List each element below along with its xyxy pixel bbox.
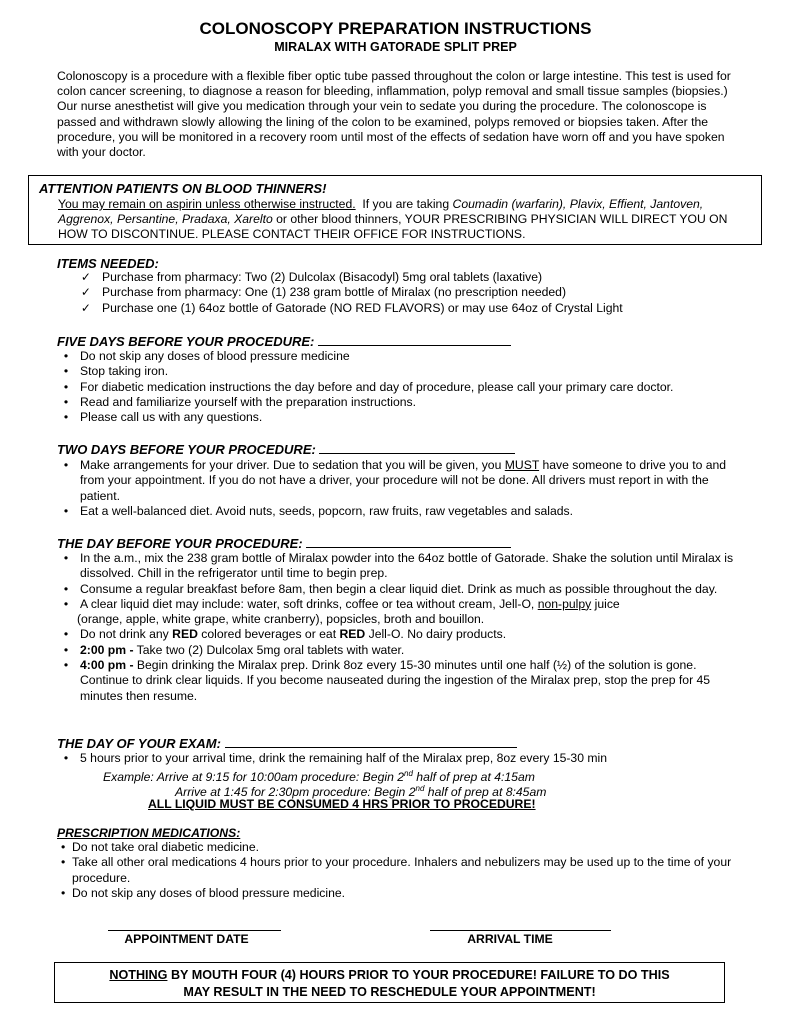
- five-days-heading: [57, 333, 511, 350]
- checkmark-icon: ✓: [80, 300, 92, 315]
- bullet-icon: •: [63, 503, 69, 518]
- list-item: [77, 270, 737, 285]
- item-text: For diabetic medication instructions the day before and day of procedure, please call your primary care doctor.: [80, 379, 674, 394]
- item-text: 5 hours prior to your arrival time, drink the remaining half of the Miralax prep, 8oz every 15-30 min: [80, 751, 608, 765]
- arrival-time-label: ARRIVAL TIME: [467, 932, 553, 946]
- document-title: COLONOSCOPY PREPARATION INSTRUCTIONS: [199, 19, 592, 38]
- ordinal-suffix: nd: [404, 769, 413, 778]
- list-item: [57, 504, 745, 519]
- item-text-end: juice: [591, 596, 620, 611]
- list-item: [61, 855, 741, 886]
- blood-thinner-warning-box: [28, 175, 762, 245]
- list-item: [61, 886, 741, 901]
- item-text: In the a.m., mix the 238 gram bottle of Miralax powder into the 64oz bottle of Gatorade. Shake the solution until Miralax is dissolved. Chill in the refrigerator until time to begin prep.: [80, 551, 734, 581]
- if-taking-text: If you are taking: [355, 197, 453, 211]
- intro-paragraph: Colonoscopy is a procedure with a flexible fiber optic tube passed throughout the colon or large intestine. This test is used for colon cancer screening, to diagnose a reason for bleeding, inflammation, polyp removal and small tissue samples (biopsies.) Our nurse anesthetist will give you medication through your vein to sedate you during the procedure. The colonoscope is passed and withdrawn slowly allowing the lining of the colon to be examined, polyps removed or biopsies taken. After the procedure, you will be monitored in a recovery room until most of the effects of sedation have worn off and you have spoken with your doctor.: [57, 69, 731, 160]
- day-before-heading: [57, 535, 511, 552]
- list-item: [57, 395, 742, 410]
- bullet-icon: •: [61, 840, 66, 854]
- two-days-list: [57, 458, 745, 519]
- time-label: 4:00 pm -: [80, 658, 134, 673]
- example-text: half of prep at 4:15am: [412, 770, 535, 785]
- item-text: Purchase from pharmacy: One (1) 238 gram bottle of Miralax (no prescription needed): [102, 285, 567, 300]
- item-text: A clear liquid diet may include: water, soft drinks, coffee or tea without cream, Jell-O,: [80, 596, 538, 611]
- item-text: Purchase one (1) 64oz bottle of Gatorade (NO RED FLAVORS) or may use 64oz of Crystal Light: [102, 300, 623, 315]
- blood-thinner-warning-text: [58, 197, 748, 242]
- day-before-heading-text: THE DAY BEFORE YOUR PROCEDURE:: [57, 536, 303, 551]
- day-of-list: [57, 751, 745, 766]
- prescription-heading: PRESCRIPTION MEDICATIONS:: [57, 826, 241, 840]
- item-text: Take two (2) Dulcolax 5mg oral tablets with water.: [133, 642, 405, 657]
- day-before-date-blank[interactable]: [306, 535, 511, 548]
- bullet-icon: •: [63, 410, 69, 425]
- two-days-heading: [57, 441, 515, 458]
- arrival-time-line[interactable]: [430, 930, 611, 931]
- aspirin-note: You may remain on aspirin unless otherwise instructed.: [58, 197, 356, 211]
- list-item: [57, 380, 742, 395]
- item-text: Begin drinking the Miralax prep. Drink 8oz every 15-30 minutes until one half (½) of the solution is gone. Continue to drink clear liquids. If you become nauseated during the ingestion of the Miralax prep, stop the prep for 45 minutes then resume.: [80, 658, 711, 703]
- item-text: Jell-O. No dairy products.: [365, 627, 507, 642]
- bullet-icon: •: [63, 349, 69, 363]
- list-item: [57, 458, 745, 504]
- footer-line-1: [55, 967, 724, 984]
- item-text: Purchase from pharmacy: Two (2) Dulcolax (Bisacodyl) 5mg oral tablets (laxative): [102, 270, 543, 284]
- red-text: RED: [339, 627, 366, 642]
- list-item: [57, 751, 745, 766]
- item-text: Please call us with any questions.: [80, 410, 263, 425]
- ordinal-suffix: nd: [415, 784, 425, 793]
- appointment-date-line[interactable]: [108, 930, 281, 931]
- five-days-heading-text: FIVE DAYS BEFORE YOUR PROCEDURE:: [57, 334, 315, 349]
- item-text: Do not skip any doses of blood pressure medicine.: [72, 885, 346, 900]
- items-needed-heading: ITEMS NEEDED:: [57, 256, 159, 271]
- item-text: colored beverages or eat: [197, 627, 340, 642]
- list-item: [57, 364, 742, 379]
- blood-thinner-drug-list: Coumadin (warfarin), Plavix, Effient, Jantoven, Aggrenox, Persantine, Pradaxa, Xarelto: [58, 197, 704, 226]
- item-text: Take all other oral medications 4 hours prior to your procedure. Inhalers and nebulizers may be used up to the time of your procedure.: [72, 855, 732, 885]
- item-text: Do not drink any: [80, 627, 173, 642]
- all-liquid-warning: ALL LIQUID MUST BE CONSUMED 4 HRS PRIOR TO PROCEDURE!: [148, 797, 536, 811]
- prescription-list: [61, 840, 741, 901]
- document-subtitle: MIRALAX WITH GATORADE SPLIT PREP: [274, 40, 517, 54]
- five-days-list: [57, 349, 742, 425]
- item-text-cont: (orange, apple, white grape, white cranberry), popsicles, broth and bouillon.: [77, 612, 485, 627]
- footer-line-2: MAY RESULT IN THE NEED TO RESCHEDULE YOUR APPOINTMENT!: [183, 984, 596, 999]
- items-needed-list: [77, 270, 737, 316]
- bullet-icon: •: [63, 394, 69, 409]
- two-days-heading-text: TWO DAYS BEFORE YOUR PROCEDURE:: [57, 442, 316, 457]
- checkmark-icon: ✓: [80, 270, 92, 284]
- item-text: Eat a well-balanced diet. Avoid nuts, seeds, popcorn, raw fruits, raw vegetables and salads.: [80, 503, 573, 518]
- day-of-date-blank[interactable]: [225, 735, 517, 748]
- item-text: Do not skip any doses of blood pressure medicine: [80, 349, 350, 363]
- example-text: Example: Arrive at 9:15 for 10:00am procedure: Begin 2: [103, 770, 405, 785]
- list-item: [57, 349, 742, 364]
- list-item: [77, 301, 737, 316]
- two-days-date-blank[interactable]: [319, 441, 515, 454]
- list-item: [57, 410, 742, 425]
- bullet-icon: •: [63, 642, 69, 657]
- bullet-icon: •: [63, 581, 69, 596]
- checkmark-icon: ✓: [80, 285, 92, 300]
- must-text: MUST: [504, 458, 540, 472]
- list-item: [57, 582, 745, 597]
- item-text: Read and familiarize yourself with the preparation instructions.: [80, 394, 417, 409]
- blood-thinner-warning-title: ATTENTION PATIENTS ON BLOOD THINNERS!: [39, 181, 327, 196]
- driver-text-rest: have someone to drive you to and from your appointment. If you do not have a driver, your procedure will not be done. All drivers must report in with the patient.: [80, 458, 727, 503]
- red-text: RED: [172, 627, 198, 642]
- item-text: Consume a regular breakfast before 8am, then begin a clear liquid diet. Drink as much as possible throughout the day.: [80, 581, 718, 596]
- list-item: [61, 840, 741, 855]
- day-of-heading: [57, 735, 517, 752]
- nothing-text: NOTHING: [109, 968, 168, 982]
- list-item: [57, 551, 745, 582]
- non-pulpy-text: non-pulpy: [537, 596, 592, 611]
- bullet-icon: •: [63, 364, 69, 379]
- bullet-icon: •: [61, 855, 66, 870]
- footer-line-1-text: BY MOUTH FOUR (4) HOURS PRIOR TO YOUR PROCEDURE! FAILURE TO DO THIS: [167, 968, 670, 982]
- driver-text: Make arrangements for your driver. Due to sedation that you will be given, you: [80, 458, 505, 472]
- day-before-list: [57, 551, 745, 704]
- five-days-date-blank[interactable]: [318, 333, 511, 346]
- item-text: Do not take oral diabetic medicine.: [72, 840, 259, 854]
- blood-thinner-instruction: or other blood thinners, YOUR PRESCRIBING PHYSICIAN WILL DIRECT YOU ON HOW TO DISCONTINUE. PLEASE CONTACT THEIR OFFICE FOR INSTRUCTIONS.: [58, 212, 728, 241]
- bullet-icon: •: [63, 751, 69, 765]
- time-label: 2:00 pm -: [80, 642, 134, 657]
- nothing-by-mouth-warning-box: [54, 962, 725, 1003]
- list-item: [77, 285, 737, 300]
- bullet-icon: •: [63, 458, 69, 472]
- list-item: [57, 627, 745, 642]
- appointment-date-label: APPOINTMENT DATE: [124, 932, 249, 946]
- bullet-icon: •: [63, 658, 69, 673]
- item-text: Stop taking iron.: [80, 364, 169, 379]
- day-of-heading-text: THE DAY OF YOUR EXAM:: [57, 736, 221, 751]
- list-item: [57, 658, 745, 704]
- list-item: [57, 643, 745, 658]
- example-text: Arrive at 1:45 for 2:30pm procedure: Begin 2: [175, 785, 416, 800]
- list-item: [57, 597, 745, 628]
- bullet-icon: •: [63, 627, 69, 642]
- bullet-icon: •: [63, 379, 69, 394]
- bullet-icon: •: [63, 596, 69, 611]
- bullet-icon: •: [63, 551, 69, 565]
- bullet-icon: •: [61, 885, 66, 900]
- example-text: half of prep at 8:45am: [424, 785, 547, 800]
